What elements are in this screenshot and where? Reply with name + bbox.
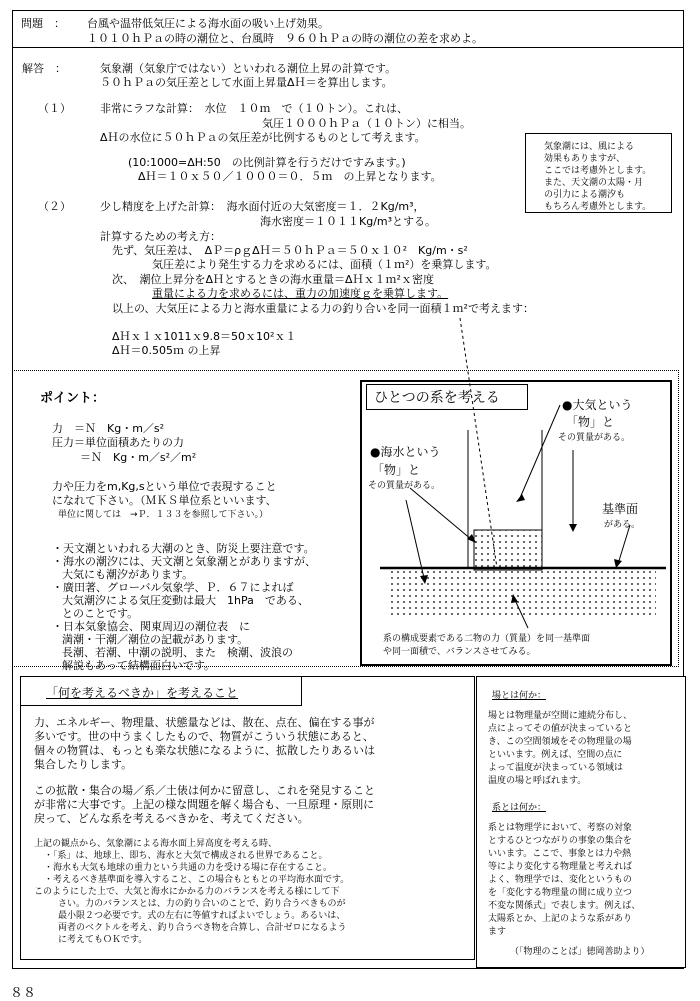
- point-bullet-3c: とのことです。: [62, 607, 139, 620]
- sea-body: [388, 570, 656, 618]
- field-title-1: 場とは何か：: [492, 691, 547, 701]
- part1-line-5: ΔＨ＝１０ｘ５０／１０００＝０．５ｍ の上昇となります。: [138, 170, 442, 183]
- side-note-line-3: ここでは考慮外とします。: [544, 166, 652, 176]
- arrow-sea-2: [406, 500, 424, 578]
- arrow-sea: [410, 488, 472, 540]
- part1-line-4: (10:1000=ΔH:50 の比例計算を行うだけですみます。): [128, 156, 406, 169]
- page-number: ８８: [10, 986, 37, 1001]
- think-title: 「何を考えるべきか」を考えること: [46, 686, 239, 700]
- point-bullet-4d: 解説もあって結構面白いです。: [62, 659, 216, 672]
- point-bullet-1: ・天文潮といわれる大潮のとき、防災上要注意です。: [52, 542, 315, 555]
- ref-label-2: がある。: [604, 520, 641, 530]
- ref-label-1: 基準面: [602, 502, 639, 516]
- think-p3-d: ・考えるべき基準面を導入すること、この場合もともとの平均海水面です。: [44, 875, 350, 885]
- answer-line-1: 気象潮（気象庁ではない）といわれる潮位上昇の計算です。: [100, 62, 397, 75]
- think-p3-e: このようにした上で、大気と海水にかかる力のバランスを考える様にして下: [34, 887, 340, 897]
- point-formula-2: 圧力＝単位面積あたりの力: [52, 436, 184, 449]
- side-note-line-4: また、天文潮の太陽・月: [544, 178, 644, 188]
- point-bullet-2: ・海水の潮汐には、天文潮と気象潮とがありますが、: [52, 555, 316, 568]
- part1-heading: 非常にラフな計算： 水位 １０ｍ で（１０トン）。これは、: [100, 102, 408, 115]
- part2-line-5: 気圧差により発生する力を求めるには、面積（１ｍ²）を乗算します。: [152, 258, 497, 271]
- think-p3-a: 上記の観点から、気象潮による海水面上昇高度を考える時、: [34, 839, 278, 849]
- field-a4: といいます。例えば、空間の点に: [488, 750, 623, 760]
- field-b6: を「変化する物理量の間に成り立つ: [488, 888, 633, 898]
- point-para-2: になれて下さい。（ＭＫＳ単位系といいます、: [52, 494, 277, 507]
- part2-line-3: 計算するための考え方：: [100, 230, 221, 243]
- part2-line-6: 次、 潮位上昇分をΔＨとするときの海水重量＝ΔＨｘ１ｍ²ｘ密度: [112, 273, 434, 286]
- sea-label-3: その質量がある。: [368, 481, 441, 491]
- part2-heading: 少し精度を上げた計算： 海水面付近の大気密度＝１．２Kg/m³，: [100, 200, 425, 213]
- think-p1-d: 集合したりします。: [34, 758, 133, 771]
- point-bullet-4b: 満潮・干潮／潮位の記載があります。: [62, 633, 249, 646]
- field-a6: 温度の場と呼ばれます。: [488, 776, 587, 786]
- think-p2-c: 戻って、どんな系を考えるべきかを、考えてください。: [34, 812, 309, 825]
- field-b4: 等により変化する物理量と考えれば: [488, 862, 633, 872]
- answer-line-2: ５０ｈＰａの気圧差として水面上昇量ΔＨ＝を算出します。: [100, 76, 393, 89]
- sea-label-1: ●海水という: [370, 445, 441, 459]
- question-line-1: 台風や温帯低気圧による海水面の吸い上げ効果。: [87, 17, 329, 30]
- point-bullet-3: ・廣田著、グローバル気象学、Ｐ．６７によれば: [52, 581, 294, 594]
- think-p3-g: 最小限２つ必要です。式の左右に等値すればよいでしょう。あるいは、: [58, 911, 346, 921]
- think-p3-f: さい。力のバランスとは、力の釣り合いのことで、釣り合うべきものが: [58, 899, 346, 909]
- field-a5: よって温度が決まっている領域は: [488, 763, 624, 773]
- field-b3: いいます。ここで、事象とは力や熱: [488, 849, 632, 859]
- field-source: （「物理のことば」徳岡善助より）: [510, 947, 650, 957]
- sea-label-2: 「物」と: [372, 463, 421, 477]
- think-p3-c: ・海水も大気も地球の重力という共通の力を受ける場に存在すること。: [44, 863, 333, 873]
- part2-line-4: 先ず、気圧差は、 ΔＰ＝ρｇΔＨ＝５０ｈＰａ＝５０ｘ１０² Kg/m・s²: [112, 244, 468, 257]
- part2-line-7: 重量による力を求めるには、重力の加速度ｇを乗算します。: [152, 287, 449, 300]
- point-para-3: 単位に関しては →Ｐ．１３３を参照して下さい。）: [58, 510, 269, 520]
- part1-number: （１）: [38, 102, 71, 115]
- part2-line-2: 海水密度＝１０１１Kg/m³とする。: [260, 215, 437, 228]
- side-note-line-2: 効果もありますが、: [544, 154, 626, 164]
- think-p1-c: 個々の物質は、もっとも楽な状態になるように、拡散したりあるいは: [34, 744, 375, 757]
- point-bullet-4: ・日本気象協会、関東周辺の潮位表 に: [52, 620, 250, 633]
- think-p3-b: ・「系」は、地球上、即ち、海水と大気で構成される世界であること。: [44, 851, 328, 861]
- arrow-atm: [520, 405, 560, 498]
- field-b7: 不変な関係式」で表します。例えば、: [488, 901, 641, 911]
- point-para-1: 力や圧力をm,Kg,sという単位で表現すること: [52, 480, 277, 493]
- atm-label-1: ●大気という: [562, 398, 633, 412]
- part1-line-2: 気圧１０００ｈＰａ（１０トン）に相当。: [262, 117, 471, 130]
- field-a1: 場とは物理量が空間に連続分布し、: [488, 711, 633, 721]
- side-note-line-6: もちろん考慮外とします。: [544, 202, 652, 212]
- question-label: 問題 ：: [21, 17, 65, 30]
- think-p3-i: に考えてもＯＫです。: [58, 935, 148, 945]
- atm-label-3: その質量がある。: [558, 433, 631, 443]
- point-title: ポイント：: [40, 391, 106, 406]
- field-a3: き、この空間領域をその物理量の場: [488, 737, 632, 747]
- side-note-line-5: の引力による潮汐も: [544, 190, 626, 200]
- field-b9: ます: [488, 927, 507, 937]
- point-bullet-2b: 大気にも潮汐があります。: [62, 568, 194, 581]
- answer-label: 解答 ：: [22, 62, 66, 75]
- think-p2-b: が非常に大事です。上記の様な問題を解く場合も、一旦原理・原則に: [34, 798, 375, 811]
- field-b8: 太陽系とか、上記のような系があり: [488, 914, 633, 924]
- question-line-2: １０１０ｈＰａの時の潮位と、台風時 ９６０ｈＰａの時の潮位の差を求めよ。: [87, 32, 483, 45]
- field-a2: 点によってその値が決まっていると: [488, 724, 633, 734]
- part1-line-3: ΔＨの水位に５０ｈＰａの気圧差が比例するものとして考えます。: [100, 131, 426, 144]
- point-formula-3: ＝Ｎ Kg・m／s²／m²: [80, 451, 197, 464]
- field-b2: とするひとつながりの事象の集合を: [488, 836, 632, 846]
- part2-line-9: ΔＨｘ１ｘ1011ｘ9.8＝50ｘ10²ｘ１: [112, 330, 297, 343]
- diagram-caption-2: や同一面積で、バランスさせてみる。: [383, 647, 536, 657]
- arrow-ref: [618, 525, 630, 564]
- atm-label-2: 「物」と: [566, 415, 615, 429]
- sea-column: [474, 530, 542, 570]
- field-b5: よく、物理学では、変化というもの: [488, 875, 632, 885]
- point-formula-1: 力 ＝Ｎ Kg・m／s²: [52, 422, 165, 435]
- diagram-caption-1: 系の構成要素である二物の力（質量）を同一基準面: [383, 634, 591, 644]
- part2-line-8: 以上の、大気圧による力と海水重量による力の釣り合いを同一面積１ｍ²で考えます：: [112, 302, 534, 315]
- think-p1-b: 多いです。世の中うまくしたもので、物質がこういう状態にあると、: [34, 730, 374, 743]
- part2-line-10: ΔＨ＝0.505ｍ の上昇: [112, 344, 221, 357]
- point-bullet-4c: 長潮、若潮、中潮の説明、また 検潮、波浪の: [62, 646, 293, 659]
- think-p2-a: この拡散・集合の場／系／土俵は何かに留意し、これを発見すること: [34, 784, 375, 797]
- part2-number: （２）: [38, 200, 71, 213]
- field-b1: 系とは物理学において、考察の対象: [488, 823, 632, 833]
- think-p3-h: 両者のベクトルを考え、釣り合うべき物を合算し、合計ゼロになるよう: [58, 923, 347, 933]
- field-title-2: 系とは何か：: [492, 803, 547, 813]
- think-p1-a: 力、エネルギー、物理量、状態量などは、散在、点在、偏在する事が: [34, 716, 375, 729]
- point-bullet-3b: 大気潮汐による気圧変動は最大 1hPa である、: [62, 594, 309, 607]
- diagram-title: ひとつの系を考える: [374, 390, 500, 406]
- side-note-line-1: 気象潮には、風による: [544, 142, 635, 152]
